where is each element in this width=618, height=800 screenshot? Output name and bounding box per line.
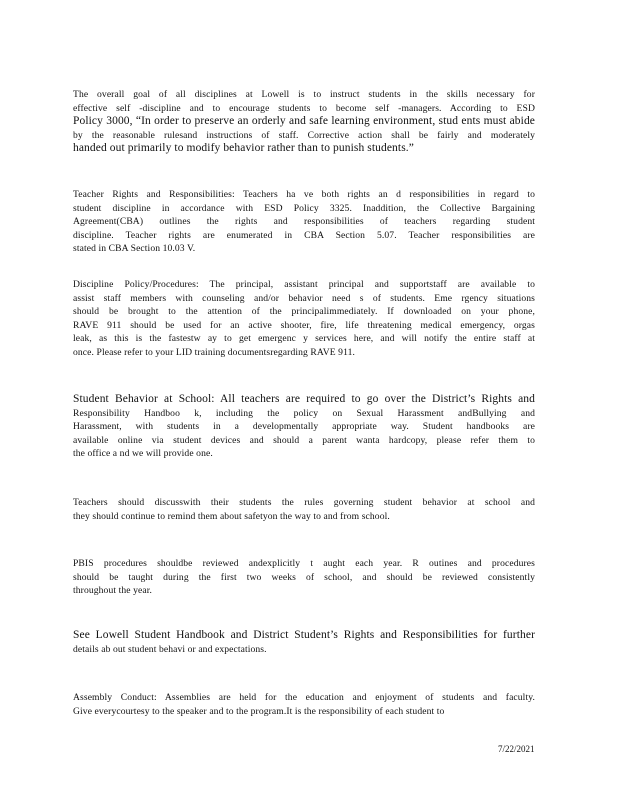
text-line: Give everycourtesy to the speaker and to the program.It is the responsibility of each student to — [73, 705, 445, 717]
text-line: Teachers should discusswith their students the rules governing student behavior at school and — [73, 497, 535, 508]
pbis-paragraph — [73, 557, 535, 598]
text-line: student discipline in accordance with ESD Policy 3325. Inaddition, the Collective Bargaining — [73, 202, 535, 214]
text-line: should be brought to the attention of the principalimmediately. If downloaded on your phone, — [73, 306, 535, 318]
student-behavior-paragraph — [73, 393, 535, 461]
see-handbook-paragraph — [73, 629, 535, 656]
text-line: effective self -discipline and to encourage students to become self -managers. According to ESD — [73, 102, 535, 114]
text-line: PBIS procedures shouldbe reviewed andexplicitly t aught each year. R outines and procedures — [73, 558, 535, 569]
assembly-paragraph — [73, 691, 535, 718]
text-line: stated in CBA Section 10.03 V. — [73, 243, 196, 255]
text-line: Agreement(CBA) outlines the rights and responsibilities of teachers regarding student — [73, 216, 535, 228]
text-line: available online via student devices and should a parent wanta hardcopy, please refer them to — [73, 434, 535, 446]
text-line: once. Please refer to your LID training documentsregarding RAVE 911. — [73, 346, 356, 358]
text-line: leak, as this is the fastestw ay to get emergenc y services here, and will notify the entire staff at — [73, 333, 535, 345]
text-line: The overall goal of all disciplines at Lowell is to instruct students in the skills necessary for — [73, 89, 535, 100]
teachers-discuss-paragraph — [73, 496, 535, 523]
teacher-rights-paragraph — [73, 188, 535, 256]
text-line: throughout the year. — [73, 585, 152, 597]
document-date: 7/22/2021 — [498, 744, 535, 754]
text-line: See Lowell Student Handbook and District Student’s Rights and Responsibilities for further — [73, 629, 535, 641]
text-line: the office a nd we will provide one. — [73, 448, 213, 460]
discipline-policy-paragraph — [73, 278, 535, 360]
text-line: Discipline Policy/Procedures: The principal, assistant principal and supportstaff are available to — [73, 279, 535, 290]
text-line: assist staff members with counseling and/or behavior need s of students. Eme rgency situations — [73, 292, 535, 304]
text-line: they should continue to remind them about safetyon the way to and from school. — [73, 510, 390, 522]
text-line: RAVE 911 should be used for an active shooter, fire, life threatening medical emergency, orgas — [73, 319, 535, 331]
text-line: Policy 3000, “In order to preserve an orderly and safe learning environment, stud ents must abide — [73, 115, 535, 128]
text-line: details ab out student behavi or and expectations. — [73, 643, 267, 655]
text-line: should be taught during the first two weeks of school, and should be reviewed consistently — [73, 571, 535, 583]
text-line: Student Behavior at School: All teachers are required to go over the District’s Rights and — [73, 393, 535, 405]
text-line: discipline. Teacher rights are enumerated in CBA Section 5.07. Teacher responsibilities are — [73, 229, 535, 241]
text-line: handed out primarily to modify behavior rather than to punish students.” — [73, 142, 414, 155]
text-line: by the reasonable rulesand instructions of staff. Corrective action shall be fairly and moderately — [73, 129, 535, 141]
text-line: Teacher Rights and Responsibilities: Teachers ha ve both rights an d responsibilities in regard to — [73, 189, 535, 200]
text-line: Responsibility Handboo k, including the policy on Sexual Harassment andBullying and — [73, 407, 535, 419]
intro-paragraph — [73, 88, 535, 156]
text-line: Assembly Conduct: Assemblies are held for the education and enjoyment of students and faculty. — [73, 692, 535, 703]
text-line: Harassment, with students in a developmentally appropriate way. Student handbooks are — [73, 421, 535, 433]
